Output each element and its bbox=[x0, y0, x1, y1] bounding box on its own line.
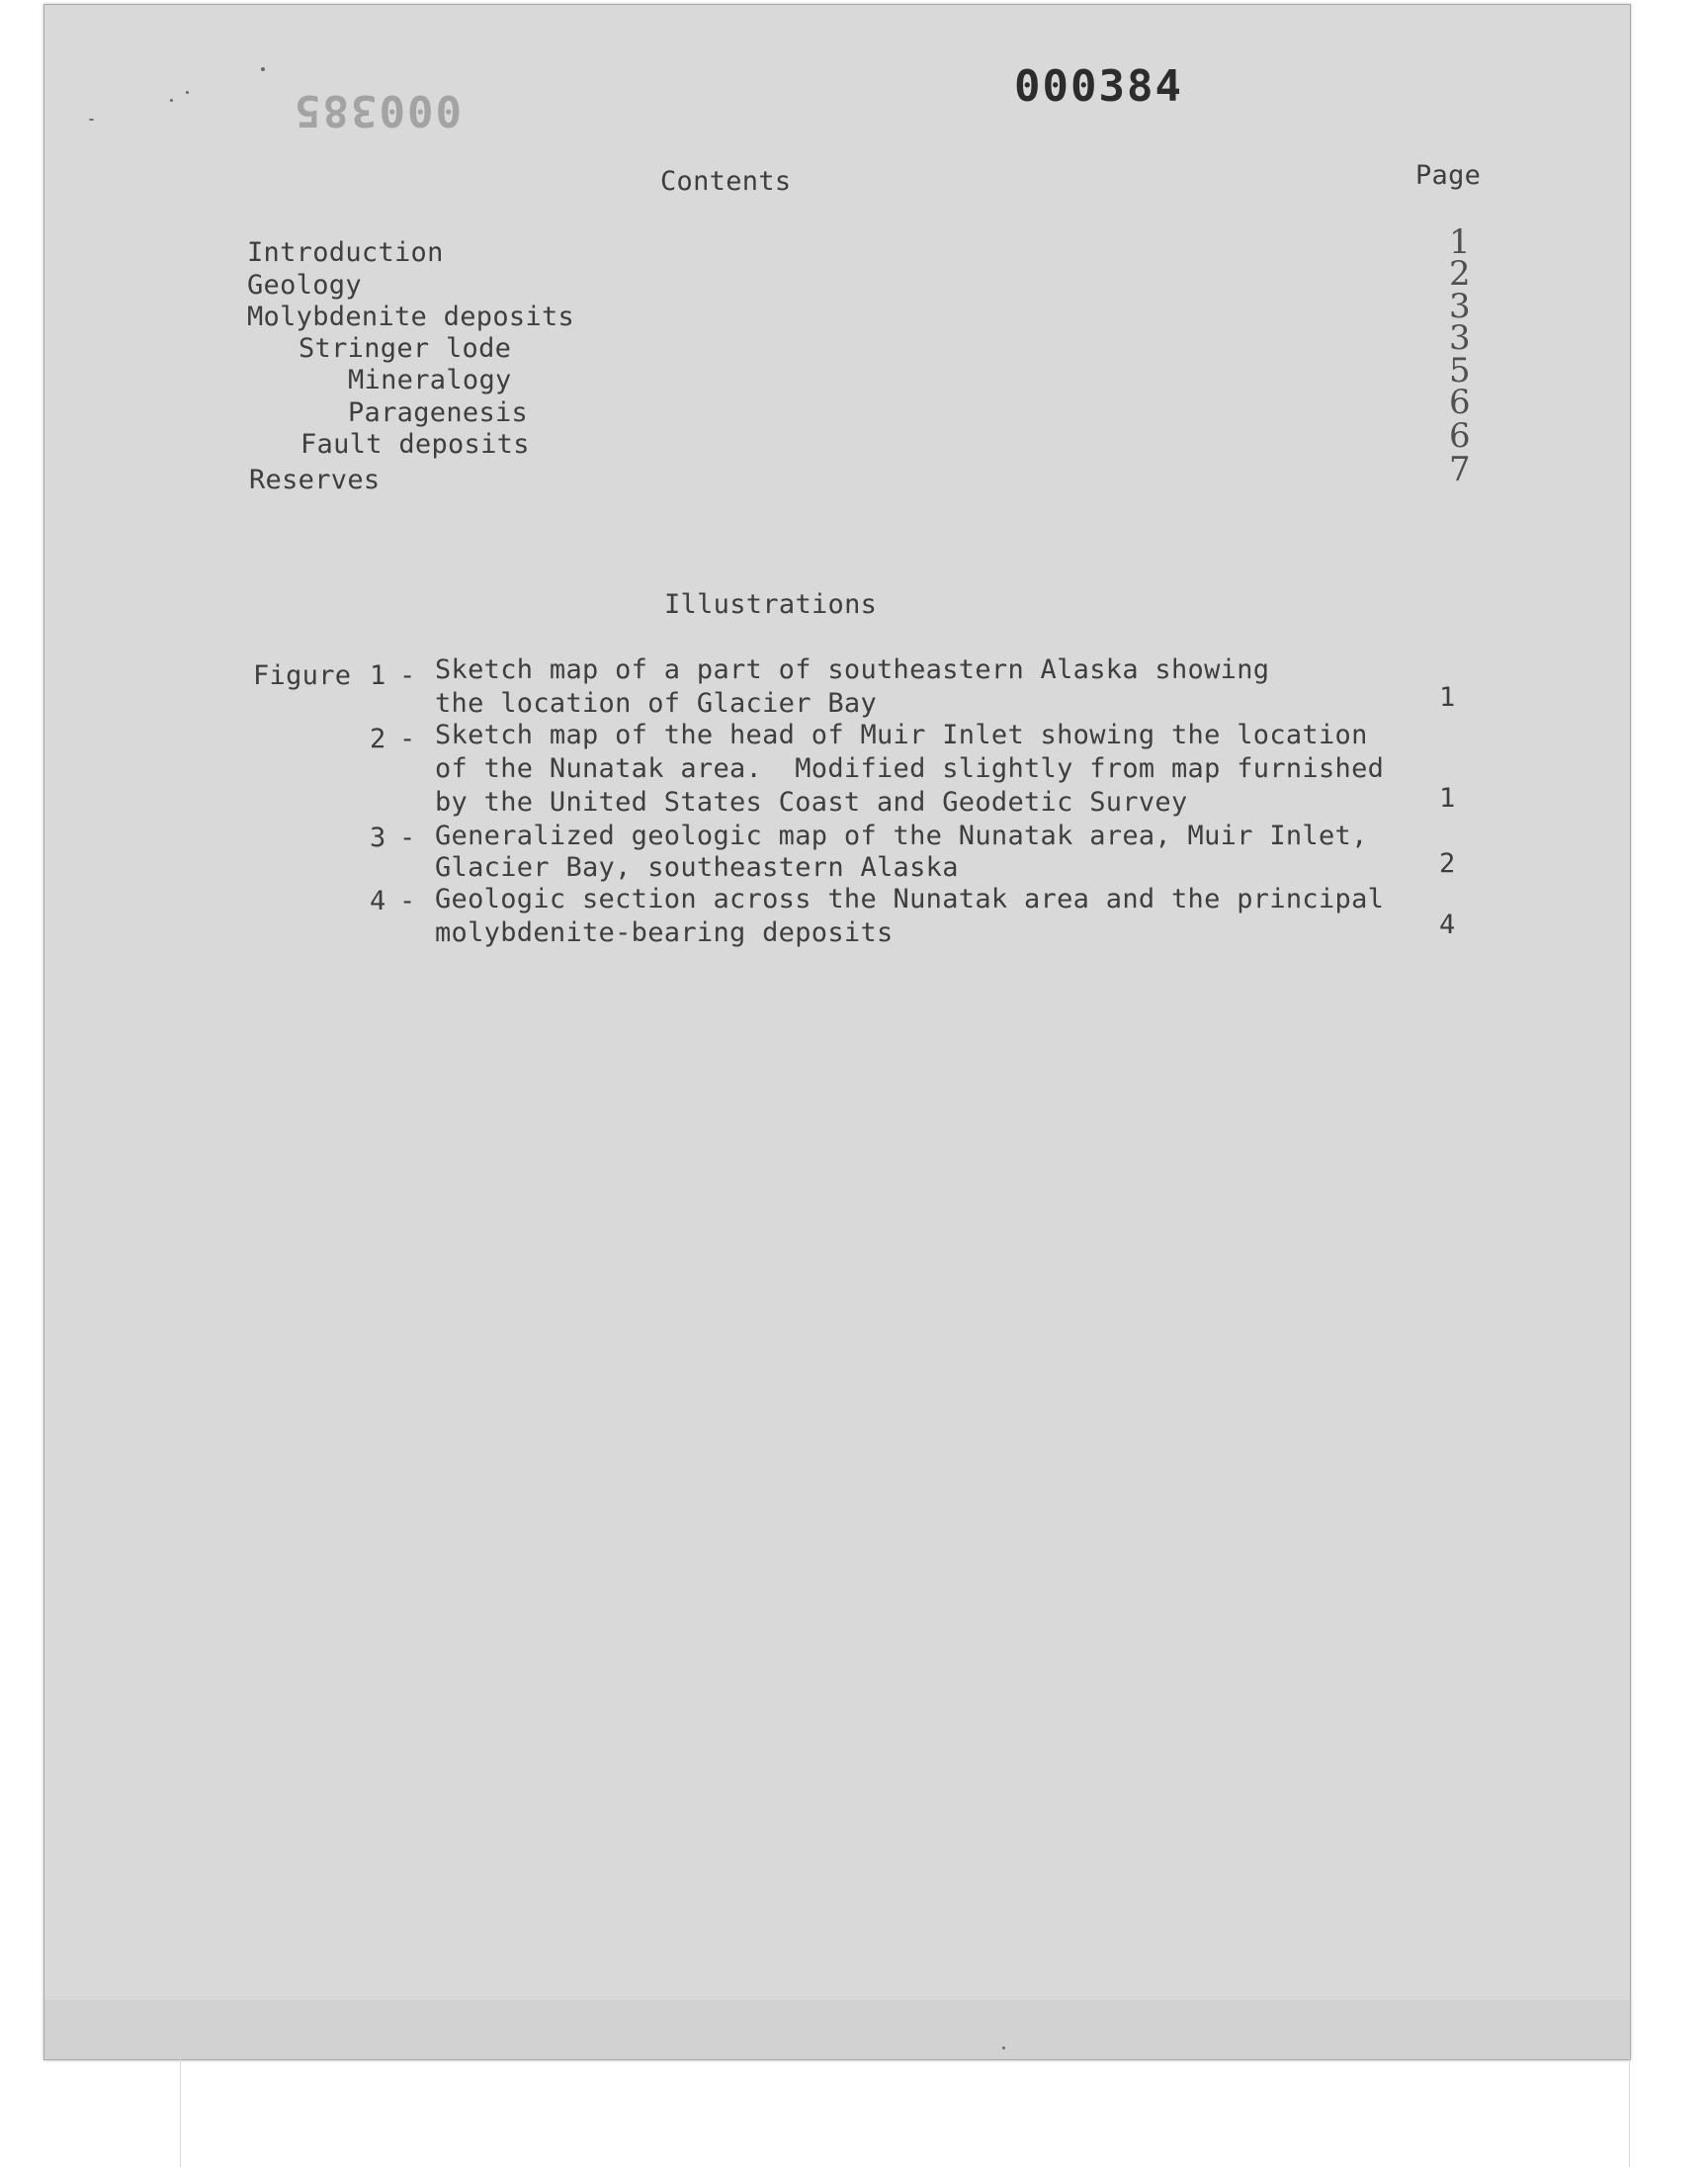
contents-entry: Reserves bbox=[249, 465, 381, 495]
contents-entry: Stringer lode bbox=[299, 333, 512, 364]
contents-heading: Contents bbox=[660, 166, 792, 197]
speck bbox=[1002, 2046, 1005, 2049]
contents-page-number: 3 bbox=[1449, 287, 1471, 326]
speck bbox=[261, 67, 265, 71]
contents-page-number: 3 bbox=[1449, 318, 1471, 358]
contents-page-number: 2 bbox=[1449, 254, 1471, 294]
figure-number: 3 bbox=[370, 823, 386, 853]
contents-entry: Paragenesis bbox=[348, 397, 529, 428]
figure-caption-line: molybdenite-bearing deposits bbox=[435, 917, 894, 948]
contents-page-number: 5 bbox=[1449, 351, 1471, 391]
figure-page-number: 2 bbox=[1439, 848, 1456, 879]
figure-caption-line: Geologic section across the Nunatak area and the principal bbox=[435, 884, 1385, 914]
illustrations-heading: Illustrations bbox=[664, 589, 878, 620]
contents-page-number: 6 bbox=[1449, 416, 1471, 456]
contents-page-number: 6 bbox=[1449, 383, 1471, 422]
contents-page-number: 1 bbox=[1449, 222, 1471, 262]
figure-dash: - bbox=[399, 724, 416, 754]
contents-entry: Geology bbox=[247, 270, 362, 301]
bleed-through-stamp: 000385 bbox=[293, 85, 462, 135]
figure-caption-line: Glacier Bay, southeastern Alaska bbox=[435, 852, 959, 883]
figure-caption-line: Generalized geologic map of the Nunatak area, Muir Inlet, bbox=[435, 821, 1368, 851]
contents-entry: Fault deposits bbox=[300, 429, 530, 460]
speck bbox=[170, 99, 173, 102]
contents-entry: Mineralogy bbox=[348, 365, 512, 395]
figure-caption-line: of the Nunatak area. Modified slightly from map furnished bbox=[435, 753, 1385, 784]
margin-guide-line bbox=[1629, 2058, 1630, 2167]
margin-guide-line bbox=[180, 2058, 181, 2167]
document-number-stamp: 000384 bbox=[1014, 61, 1183, 112]
contents-page-number: 7 bbox=[1449, 450, 1471, 489]
figure-dash: - bbox=[399, 823, 416, 853]
figure-caption-line: the location of Glacier Bay bbox=[435, 688, 877, 719]
figure-caption-line: Sketch map of the head of Muir Inlet showing the location bbox=[435, 720, 1368, 750]
figure-number: 2 bbox=[370, 724, 386, 754]
speck bbox=[89, 119, 94, 121]
figure-caption-line: Sketch map of a part of southeastern Alaska showing bbox=[435, 654, 1270, 685]
speck bbox=[186, 91, 189, 94]
page-column-label: Page bbox=[1415, 160, 1482, 191]
figure-caption-line: by the United States Coast and Geodetic Survey bbox=[435, 787, 1188, 818]
figure-dash: - bbox=[399, 660, 416, 691]
figure-dash: - bbox=[399, 886, 416, 916]
sheet-bottom-band bbox=[44, 2000, 1630, 2059]
figure-page-number: 1 bbox=[1439, 682, 1456, 713]
figure-page-number: 1 bbox=[1439, 783, 1456, 814]
figure-page-number: 4 bbox=[1439, 910, 1456, 940]
figure-number: 4 bbox=[370, 886, 386, 916]
contents-entry: Molybdenite deposits bbox=[247, 302, 575, 332]
contents-entry: Introduction bbox=[247, 237, 444, 268]
figure-prefix: Figure bbox=[253, 660, 352, 691]
figure-number: 1 bbox=[370, 660, 386, 691]
